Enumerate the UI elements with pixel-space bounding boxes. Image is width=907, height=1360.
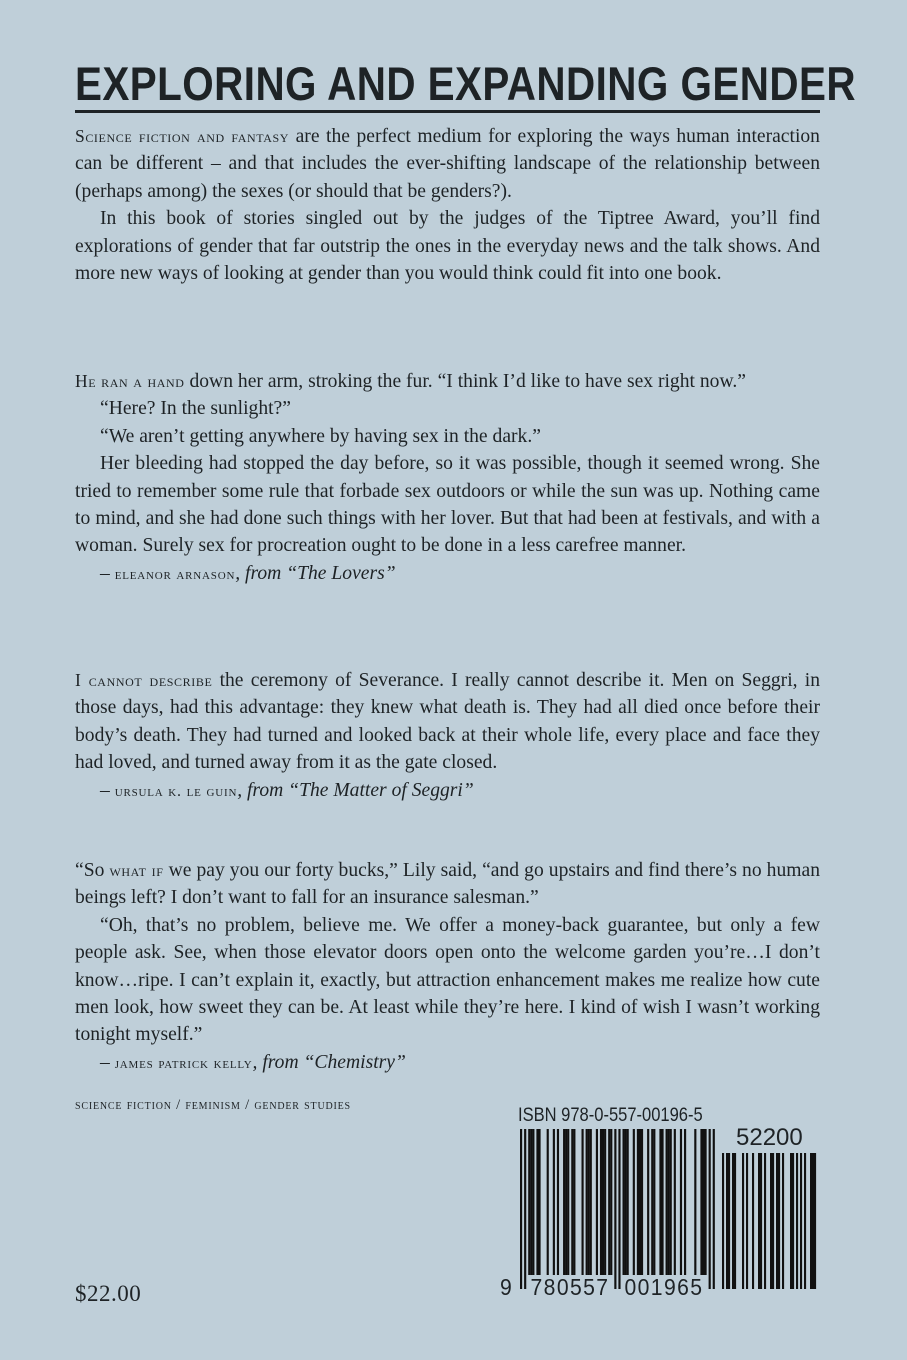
barcode-bar	[680, 1129, 682, 1275]
excerpt1-paragraph-2: “Here? In the sunlight?”	[100, 398, 291, 420]
attribution-from: , from	[237, 779, 289, 801]
excerpt-seggri	[75, 667, 820, 805]
addon-bar	[812, 1153, 814, 1289]
barcode-bar	[637, 1129, 639, 1275]
addon-bar	[800, 1153, 802, 1289]
addon-bar	[782, 1153, 784, 1289]
ean-first-digit: 9	[500, 1274, 512, 1300]
barcode-bar	[588, 1129, 590, 1275]
excerpt1-story-title: “The Lovers”	[286, 562, 396, 584]
ean-left-group: 780557	[530, 1274, 610, 1300]
excerpt3-paragraph-1	[75, 857, 820, 912]
excerpt2-lead: I cannot describe	[75, 670, 213, 690]
barcode-bar	[547, 1129, 549, 1275]
isbn-barcode	[500, 1105, 830, 1315]
excerpt3-story-title: “Chemistry”	[303, 1051, 406, 1073]
barcode-bar	[524, 1129, 526, 1289]
attribution-from: , from	[252, 1051, 304, 1073]
excerpt1-paragraph-3: “We aren’t getting anywhere by having sex in the dark.”	[100, 425, 541, 447]
intro-lead: Science fiction and fantasy	[75, 126, 290, 146]
excerpt-chemistry	[75, 857, 820, 1077]
excerpt3-author: james patrick kelly	[114, 1054, 253, 1072]
barcode-bar	[573, 1129, 575, 1275]
barcode-bar	[600, 1129, 602, 1275]
barcode-bar	[563, 1129, 565, 1275]
addon-bar	[734, 1153, 736, 1289]
excerpt3-paragraph-2: “Oh, that’s no problem, believe me. We offer a money-back guarantee, but only a few people ask. See, when those elevator doors open onto the welcome garden you’re…I don’t know…ripe. I can’t explain it, exactly, but attraction enhancement makes me realize how cute men look, how sweet they can be. At least while they’re here. I kind of wish I wasn’t working tonight myself.”	[75, 914, 820, 1046]
addon-bar	[726, 1153, 728, 1289]
barcode-bar	[532, 1129, 534, 1275]
addon-bar	[778, 1153, 780, 1289]
barcode-bar	[586, 1129, 588, 1275]
barcode-bar	[647, 1129, 649, 1275]
addon-bar	[792, 1153, 794, 1289]
barcode-bar	[713, 1129, 715, 1289]
barcode-bar	[639, 1129, 641, 1275]
ean-digits	[500, 1274, 703, 1300]
barcode-bar	[608, 1129, 610, 1275]
barcode-bar	[557, 1129, 559, 1275]
addon-bar	[790, 1153, 792, 1289]
barcode-bar	[661, 1129, 663, 1275]
addon-bar	[742, 1153, 744, 1289]
barcode-bar	[625, 1129, 627, 1275]
attribution-dash: –	[100, 1051, 115, 1073]
excerpt1-attribution	[75, 560, 820, 588]
attribution-from: , from	[235, 562, 287, 584]
ean-bars	[520, 1129, 715, 1289]
addon-bar	[722, 1153, 724, 1289]
ean-right-group: 001965	[624, 1274, 704, 1300]
excerpt1-lead: He ran a hand	[75, 371, 185, 391]
barcode-bar	[602, 1129, 604, 1275]
excerpt3-attribution	[75, 1049, 820, 1077]
barcode-bar	[520, 1129, 522, 1289]
barcode-bar	[528, 1129, 530, 1275]
barcode-bar	[571, 1129, 573, 1275]
barcode-bar	[694, 1129, 696, 1275]
excerpt1-paragraph-1	[75, 368, 820, 395]
barcode-bar	[590, 1129, 592, 1275]
barcode-bar	[651, 1129, 653, 1275]
book-price: $22.00	[75, 1281, 142, 1306]
excerpt3-lead: what if	[109, 860, 164, 880]
excerpt2-p1-text: the ceremony of Severance. I really cannot describe it. Men on Seggri, in those days, had this advantage: they knew what death is. They had all died once before their body’s death. They had turned and looked back at their whole life, every place and face they had loved, and turned away from it as the gate closed.	[75, 670, 820, 774]
barcode-bar	[700, 1129, 702, 1275]
barcode-bar	[536, 1129, 538, 1275]
barcode-bar	[596, 1129, 598, 1275]
intro-p1-text: are the perfect medium for exploring the ways human interaction can be different – and that includes the ever-shifting landscape of the relationship between (perhaps among) the sexes (or should that be genders?).	[75, 126, 820, 202]
addon-bar	[810, 1153, 812, 1289]
barcode-bar	[604, 1129, 606, 1275]
excerpt2-author: ursula k. le guin	[114, 782, 238, 800]
barcode-bar	[684, 1129, 686, 1275]
barcode-bar	[641, 1129, 643, 1275]
attribution-dash: –	[100, 562, 115, 584]
addon-bar	[770, 1153, 772, 1289]
barcode-bar	[553, 1129, 555, 1275]
barcode-bar	[702, 1129, 704, 1275]
excerpt2-attribution	[75, 777, 820, 805]
excerpt1-p1-text: down her arm, stroking the fur. “I think I’d like to have sex right now.”	[184, 371, 746, 392]
addon-bar	[776, 1153, 778, 1289]
barcode-bar	[627, 1129, 629, 1275]
barcode-bar	[659, 1129, 661, 1275]
genre-categories: science fiction / feminism / gender studies	[75, 1097, 351, 1113]
addon-bar	[796, 1153, 798, 1289]
barcode-bar	[623, 1129, 625, 1275]
barcode-bar	[705, 1129, 707, 1275]
barcode-bar	[582, 1129, 584, 1275]
excerpt-lovers	[75, 368, 820, 588]
barcode-bar	[666, 1129, 668, 1275]
barcode-bar	[614, 1129, 616, 1289]
blurb-intro	[75, 123, 820, 287]
book-title: EXPLORING AND EXPANDING GENDER	[75, 57, 856, 110]
addon-bar	[764, 1153, 766, 1289]
isbn-label: ISBN 978-0-557-00196-5	[518, 1105, 703, 1126]
barcode-bar	[668, 1129, 670, 1275]
addon-bars	[722, 1153, 816, 1289]
excerpt3-p1-text: we pay you our forty bucks,” Lily said, “and go upstairs and find there’s no human beings left? I don’t want to fall for an insurance salesman.”	[75, 860, 820, 909]
addon-bar	[760, 1153, 762, 1289]
addon-bar	[814, 1153, 816, 1289]
excerpt1-paragraph-4: Her bleeding had stopped the day before, so it was possible, though it seemed wrong. She tried to remember some rule that forbade sex outdoors or while the sun was up. Nothing came to mind, and she had done such things with her lover. But that had been at festivals, and with a woman. Surely sex for procreation ought to be done in a less carefree manner.	[75, 453, 820, 557]
barcode-bar	[653, 1129, 655, 1275]
intro-paragraph-1	[75, 123, 820, 205]
attribution-dash: –	[100, 779, 115, 801]
barcode-bar	[530, 1129, 532, 1275]
addon-bar	[752, 1153, 754, 1289]
excerpt2-paragraph-1	[75, 667, 820, 777]
barcode-bar	[633, 1129, 635, 1275]
barcode-bar	[670, 1129, 672, 1275]
addon-bar	[772, 1153, 774, 1289]
barcode-price-code: 52200	[736, 1124, 803, 1151]
addon-bar	[804, 1153, 806, 1289]
intro-paragraph-2: In this book of stories singled out by the judges of the Tiptree Award, you’ll find explorations of gender that far outstrip the ones in the everyday news and the talk shows. And more new ways of looking at gender than you would think could fit into one book.	[75, 208, 820, 285]
barcode-bar	[565, 1129, 567, 1275]
addon-bar	[746, 1153, 748, 1289]
barcode-bar	[618, 1129, 620, 1289]
excerpt3-open-quote: “So	[75, 860, 110, 881]
excerpt2-story-title: “The Matter of Seggri”	[288, 779, 474, 801]
barcode-bar	[674, 1129, 676, 1275]
addon-bar	[732, 1153, 734, 1289]
barcode-bar	[538, 1129, 540, 1275]
barcode-bar	[610, 1129, 612, 1275]
title-underline	[75, 110, 820, 113]
barcode-bar	[567, 1129, 569, 1275]
barcode-bar	[709, 1129, 711, 1289]
excerpt1-author: eleanor arnason	[114, 565, 236, 583]
addon-bar	[728, 1153, 730, 1289]
addon-bar	[758, 1153, 760, 1289]
